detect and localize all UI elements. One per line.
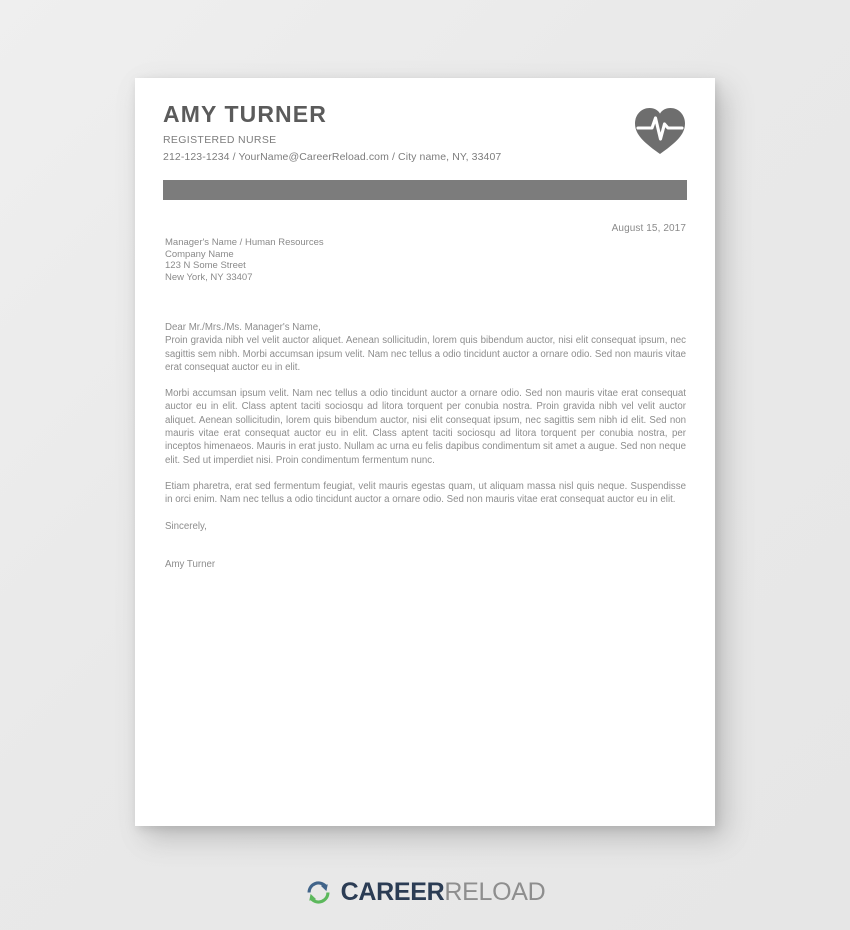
recipient-line-2: Company Name	[165, 248, 234, 260]
brand-primary: CAREER	[340, 877, 445, 906]
recipient-line-1: Manager's Name / Human Resources	[165, 237, 324, 248]
letter-closing: Sincerely,	[165, 520, 207, 532]
careerreload-branding	[0, 872, 850, 912]
brand-secondary: RELOAD	[444, 877, 546, 906]
brand-wordmark	[340, 877, 546, 906]
cover-letter-page	[135, 78, 715, 826]
refresh-circular-arrows-icon	[305, 879, 332, 906]
applicant-contact-line: 212-123-1234 / YourName@CareerReload.com / City name, NY, 33407	[163, 150, 502, 163]
recipient-line-4: New York, NY 33407	[165, 271, 253, 283]
heart-pulse-icon	[633, 105, 687, 157]
letter-date: August 15, 2017	[611, 223, 686, 234]
letter-paragraph-1: Proin gravida nibh vel velit auctor aliquet. Aenean sollicitudin, lorem quis bibendum auctor, nisi elit consequat ipsum, nec sagittis sem nibh. Morbi accumsan ipsum velit. Nam nec tellus a odio tincidunt auctor a ornare odio. Sed non mauris vitae erat consequat auctor eu in elit.	[165, 335, 686, 373]
letter-paragraph-2: Morbi accumsan ipsum velit. Nam nec tellus a odio tincidunt auctor a ornare odio. Sed non mauris vitae erat consequat auctor eu in elit. Class aptent taciti sociosqu ad litora torquent per conubia nostra. Proin gravida nibh vel velit auctor aliquet. Aenean sollicitudin, lorem quis bibendum auctor, nisi elit consequat ipsum, nec sagittis sem nibh id elit. Sed non mauris vitae erat consequat auctor eu in elit. Class aptent taciti sociosqu ad litora torquent per conubia nostra, per inceptos himenaeos. Mauris in erat justo. Nullam ac urna eu felis dapibus condimentum sit amet a augue. Sed non neque elit. Sed ut imperdiet nisi. Proin condimentum fermentum nunc.	[165, 388, 686, 466]
letter-signature: Amy Turner	[165, 558, 216, 570]
letter-salutation: Dear Mr./Mrs./Ms. Manager's Name,	[165, 322, 321, 333]
applicant-job-title: REGISTERED NURSE	[163, 134, 277, 146]
recipient-address-block	[165, 237, 324, 283]
letter-body	[165, 321, 686, 571]
letterhead	[163, 103, 687, 173]
recipient-line-3: 123 N Some Street	[165, 260, 246, 271]
applicant-name: AMY TURNER	[163, 101, 327, 127]
header-divider-bar	[163, 180, 687, 200]
letter-paragraph-3: Etiam pharetra, erat sed fermentum feugiat, velit mauris egestas quam, ut aliquam massa nisl quis neque. Suspendisse in orci enim. Nam nec tellus a odio tincidunt auctor a ornare odio. Sed non mauris vitae erat consequat auctor eu in elit.	[165, 480, 686, 506]
